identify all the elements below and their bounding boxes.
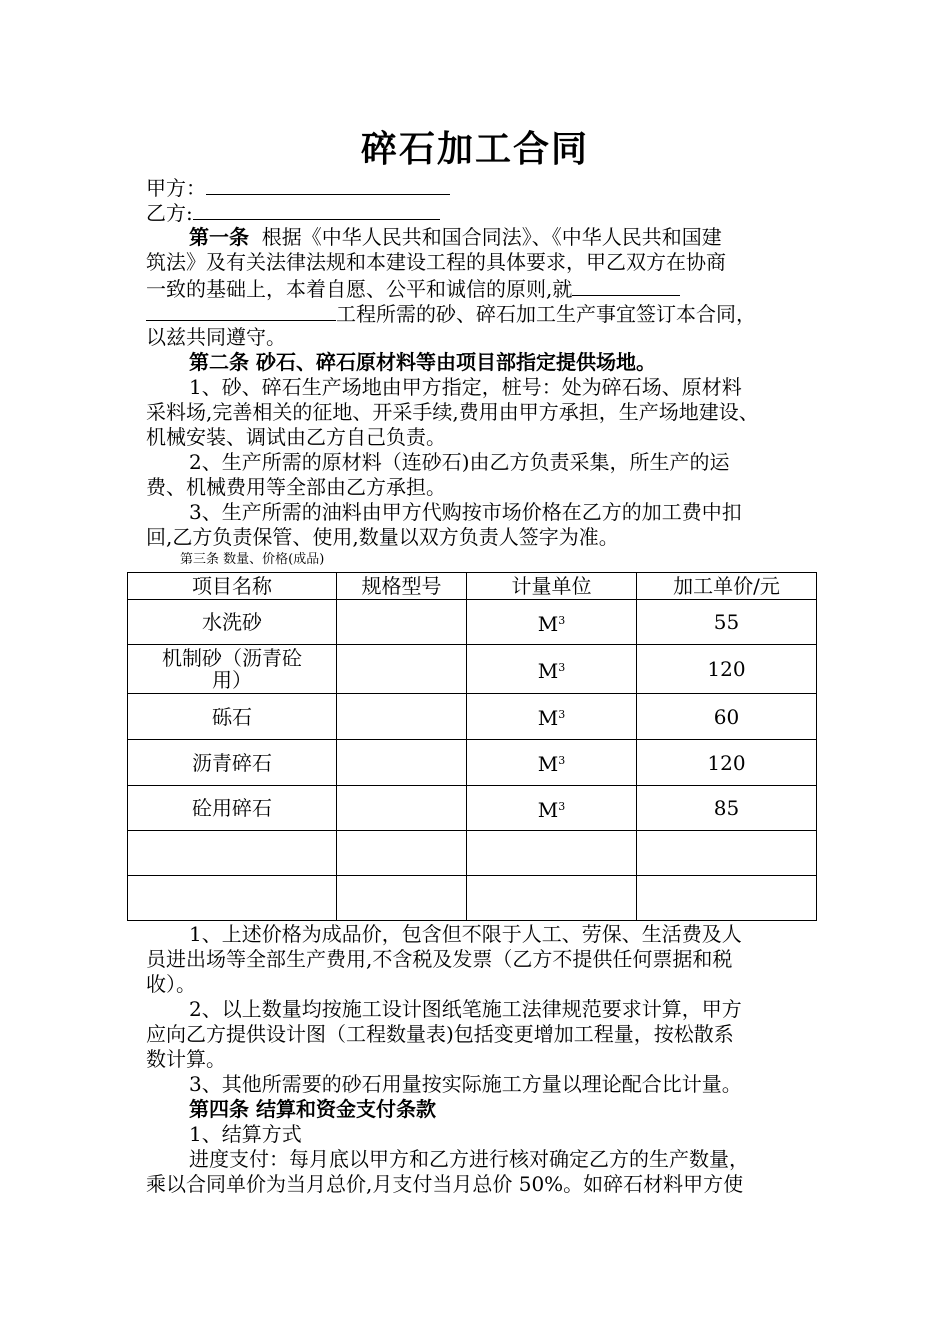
table-row (128, 600, 817, 645)
row-spec (337, 740, 467, 786)
article2-line-2: 采料场,完善相关的征地、开采手续,费用由甲方承担，生产场地建设、 (146, 400, 759, 424)
row-unit (467, 740, 637, 786)
row-price: 60 (637, 694, 817, 740)
row-price: 85 (637, 786, 817, 831)
article3-note-1: 1、上述价格为成品价，包含但不限于人工、劳保、生活费及人 (189, 922, 742, 946)
row-name (128, 876, 337, 921)
header-unit: 计量单位 (467, 573, 637, 600)
row-price: 120 (637, 740, 817, 786)
unit-text: M (537, 752, 559, 776)
price-table (127, 572, 817, 921)
row-name: 砼用碎石 (128, 786, 337, 831)
article1-line-3 (146, 275, 680, 302)
row-spec (337, 876, 467, 921)
article3-note-6: 数计算。 (146, 1047, 226, 1071)
table-row (128, 694, 817, 740)
row-name: 水洗砂 (128, 600, 337, 645)
row-unit (467, 645, 637, 694)
row-unit (467, 600, 637, 645)
row-price (637, 876, 817, 921)
row-spec (337, 600, 467, 645)
table-row (128, 786, 817, 831)
article1-text-1: 根据《中华人民共和国合同法》、《中华人民共和国建 (261, 225, 722, 249)
party-b-blank (193, 199, 440, 220)
document-title: 碎石加工合同 (360, 128, 589, 170)
article1-line-4 (146, 300, 756, 327)
article2-heading: 第二条 砂石、碎石原材料等由项目部指定提供场地。 (189, 350, 656, 374)
header-spec: 规格型号 (337, 573, 467, 600)
row-unit (467, 694, 637, 740)
row-name: 机制砂（沥青砼用） (128, 645, 337, 694)
table-header-row (128, 573, 817, 600)
table-row (128, 645, 817, 694)
unit-superscript: 3 (558, 708, 566, 721)
article2-line-3: 机械安装、调试由乙方自己负责。 (146, 425, 446, 449)
article3-note-2: 员进出场等全部生产费用,不含税及发票（乙方不提供任何票据和税 (146, 947, 733, 971)
row-name: 砾石 (128, 694, 337, 740)
article3-note-3: 收）。 (146, 972, 196, 996)
article1-text-3: 一致的基础上，本着自愿、公平和诚信的原则,就 (146, 277, 573, 301)
row-spec (337, 831, 467, 876)
article4-line-1: 1、结算方式 (189, 1122, 302, 1146)
article2-line-1: 1、砂、碎石生产场地由甲方指定，桩号：处为碎石场、原材料 (189, 375, 742, 399)
article1-line-1 (189, 225, 722, 250)
row-price: 120 (637, 645, 817, 694)
row-unit (467, 786, 637, 831)
party-b-label: 乙方: (146, 201, 193, 225)
row-spec (337, 645, 467, 694)
article3-heading: 第三条 数量、价格(成品) (180, 552, 325, 567)
article3-note-4: 2、以上数量均按施工设计图纸笔施工法律规范要求计算，甲方 (189, 997, 742, 1021)
project-blank-1 (572, 275, 680, 296)
article1-line-2: 筑法》及有关法律法规和本建设工程的具体要求，甲乙双方在协商 (146, 250, 726, 274)
row-name (128, 831, 337, 876)
party-b-line (146, 199, 440, 226)
article3-note-5: 应向乙方提供设计图（工程数量表)包括变更增加工程量，按松散系 (146, 1022, 734, 1046)
unit-superscript: 3 (558, 613, 566, 627)
header-price: 加工单价/元 (637, 573, 817, 600)
unit-superscript: 3 (558, 660, 566, 674)
row-price: 55 (637, 600, 817, 645)
table-row (128, 740, 817, 786)
row-price (637, 831, 817, 876)
party-a-line (146, 174, 450, 201)
article2-line-6: 3、生产所需的油料由甲方代购按市场价格在乙方的加工费中扣 (189, 500, 742, 524)
article1-heading: 第一条 (189, 225, 249, 249)
row-spec (337, 694, 467, 740)
project-blank-2 (146, 300, 336, 321)
party-a-blank (206, 174, 450, 195)
header-item-name: 项目名称 (128, 573, 337, 600)
row-name: 沥青碎石 (128, 740, 337, 786)
unit-text: M (537, 706, 559, 730)
table-row (128, 831, 817, 876)
row-spec (337, 786, 467, 831)
unit-text: M (537, 658, 559, 683)
article1-line-5: 以兹共同遵守。 (146, 325, 286, 349)
article3-note-7: 3、其他所需要的砂石用量按实际施工方量以理论配合比计量。 (189, 1072, 742, 1096)
article4-line-3: 乘以合同单价为当月总价,月支付当月总价 50%。如碎石材料甲方使 (146, 1172, 744, 1196)
article4-line-2: 进度支付：每月底以甲方和乙方进行核对确定乙方的生产数量， (189, 1147, 749, 1171)
row-unit (467, 876, 637, 921)
article1-text-4: 工程所需的砂、碎石加工生产事宜签订本合同， (336, 302, 756, 326)
unit-superscript: 3 (558, 754, 566, 767)
unit-text: M (537, 611, 559, 636)
unit-superscript: 3 (558, 799, 566, 813)
row-unit (467, 831, 637, 876)
table-row (128, 876, 817, 921)
article2-line-5: 费、机械费用等全部由乙方承担。 (146, 475, 446, 499)
article2-line-7: 回,乙方负责保管、使用,数量以双方负责人签字为准。 (146, 525, 619, 549)
party-a-label: 甲方： (146, 176, 206, 200)
unit-text: M (537, 797, 559, 822)
article2-line-4: 2、生产所需的原材料（连砂石)由乙方负责采集，所生产的运 (189, 450, 730, 474)
article4-heading: 第四条 结算和资金支付条款 (189, 1097, 436, 1121)
